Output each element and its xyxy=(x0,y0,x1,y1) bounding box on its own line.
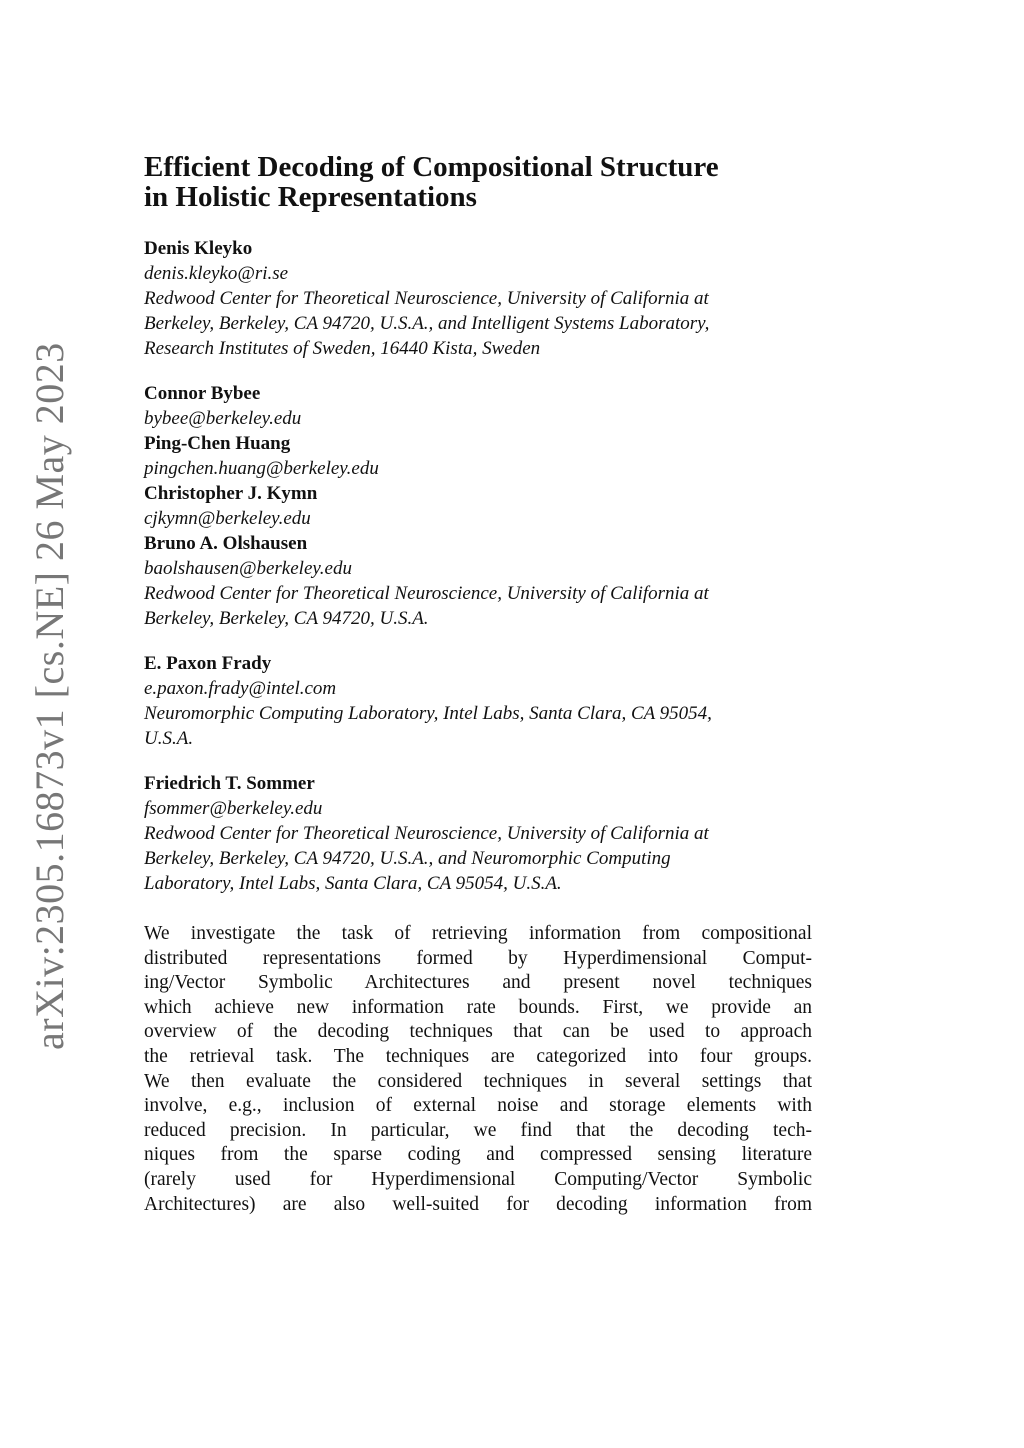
author-name: Friedrich T. Sommer xyxy=(144,773,315,794)
abstract-line: which achieve new information rate bounds. First, we provide an xyxy=(144,996,812,1018)
author-email: pingchen.huang@berkeley.edu xyxy=(144,458,379,479)
affiliation-line: Berkeley, Berkeley, CA 94720, U.S.A., and Intelligent Systems Laboratory, xyxy=(144,313,710,334)
abstract-line: involve, e.g., inclusion of external noise and storage elements with xyxy=(144,1095,812,1117)
author-email: fsommer@berkeley.edu xyxy=(144,798,323,819)
author-name: Denis Kleyko xyxy=(144,238,253,259)
abstract-line: We then evaluate the considered techniques in several settings that xyxy=(144,1070,812,1092)
author-list xyxy=(144,236,812,896)
affiliation-line: Neuromorphic Computing Laboratory, Intel Labs, Santa Clara, CA 95054, xyxy=(144,703,712,724)
affiliation-line: Redwood Center for Theoretical Neuroscience, University of California at xyxy=(144,583,709,604)
title-line-1: Efficient Decoding of Compositional Structure xyxy=(144,151,719,183)
abstract-line: distributed representations formed by Hyperdimensional Comput- xyxy=(144,947,812,969)
author-name: E. Paxon Frady xyxy=(144,653,272,674)
abstract-line: niques from the sparse coding and compressed sensing literature xyxy=(144,1144,812,1166)
abstract-line: the retrieval task. The techniques are categorized into four groups. xyxy=(144,1045,812,1067)
abstract-line: (rarely used for Hyperdimensional Computing/Vector Symbolic xyxy=(144,1168,812,1190)
abstract-line: overview of the decoding techniques that can be used to approach xyxy=(144,1021,812,1043)
abstract-line: ing/Vector Symbolic Architectures and present novel techniques xyxy=(144,972,812,994)
author-email: bybee@berkeley.edu xyxy=(144,408,302,429)
author-group xyxy=(144,236,812,361)
abstract-line: Architectures) are also well-suited for decoding information from xyxy=(144,1193,812,1215)
affiliation-line: Berkeley, Berkeley, CA 94720, U.S.A., and Neuromorphic Computing xyxy=(144,848,671,869)
author-group xyxy=(144,651,812,751)
affiliation-line: Research Institutes of Sweden, 16440 Kista, Sweden xyxy=(144,338,541,359)
author-name: Connor Bybee xyxy=(144,383,261,404)
arxiv-identifier-stamp: arXiv:2305.16873v1 [cs.NE] 26 May 2023 xyxy=(27,342,72,1050)
paper-first-page xyxy=(144,152,812,1217)
affiliation-line: U.S.A. xyxy=(144,728,194,749)
affiliation-line: Redwood Center for Theoretical Neuroscience, University of California at xyxy=(144,288,709,309)
author-group xyxy=(144,771,812,896)
abstract xyxy=(144,922,812,1217)
author-email: cjkymn@berkeley.edu xyxy=(144,508,311,529)
paper-title xyxy=(144,152,812,212)
abstract-line: reduced precision. In particular, we find that the decoding tech- xyxy=(144,1119,812,1141)
author-email: e.paxon.frady@intel.com xyxy=(144,678,337,699)
title-line-2: in Holistic Representations xyxy=(144,181,477,213)
affiliation-line: Laboratory, Intel Labs, Santa Clara, CA 95054, U.S.A. xyxy=(144,873,562,894)
author-name: Ping-Chen Huang xyxy=(144,433,291,454)
author-name: Bruno A. Olshausen xyxy=(144,533,308,554)
abstract-line: We investigate the task of retrieving information from compositional xyxy=(144,923,812,944)
affiliation-line: Redwood Center for Theoretical Neuroscience, University of California at xyxy=(144,823,709,844)
author-group xyxy=(144,381,812,631)
author-email: baolshausen@berkeley.edu xyxy=(144,558,352,579)
author-email: denis.kleyko@ri.se xyxy=(144,263,289,284)
affiliation-line: Berkeley, Berkeley, CA 94720, U.S.A. xyxy=(144,608,429,629)
author-name: Christopher J. Kymn xyxy=(144,483,318,504)
